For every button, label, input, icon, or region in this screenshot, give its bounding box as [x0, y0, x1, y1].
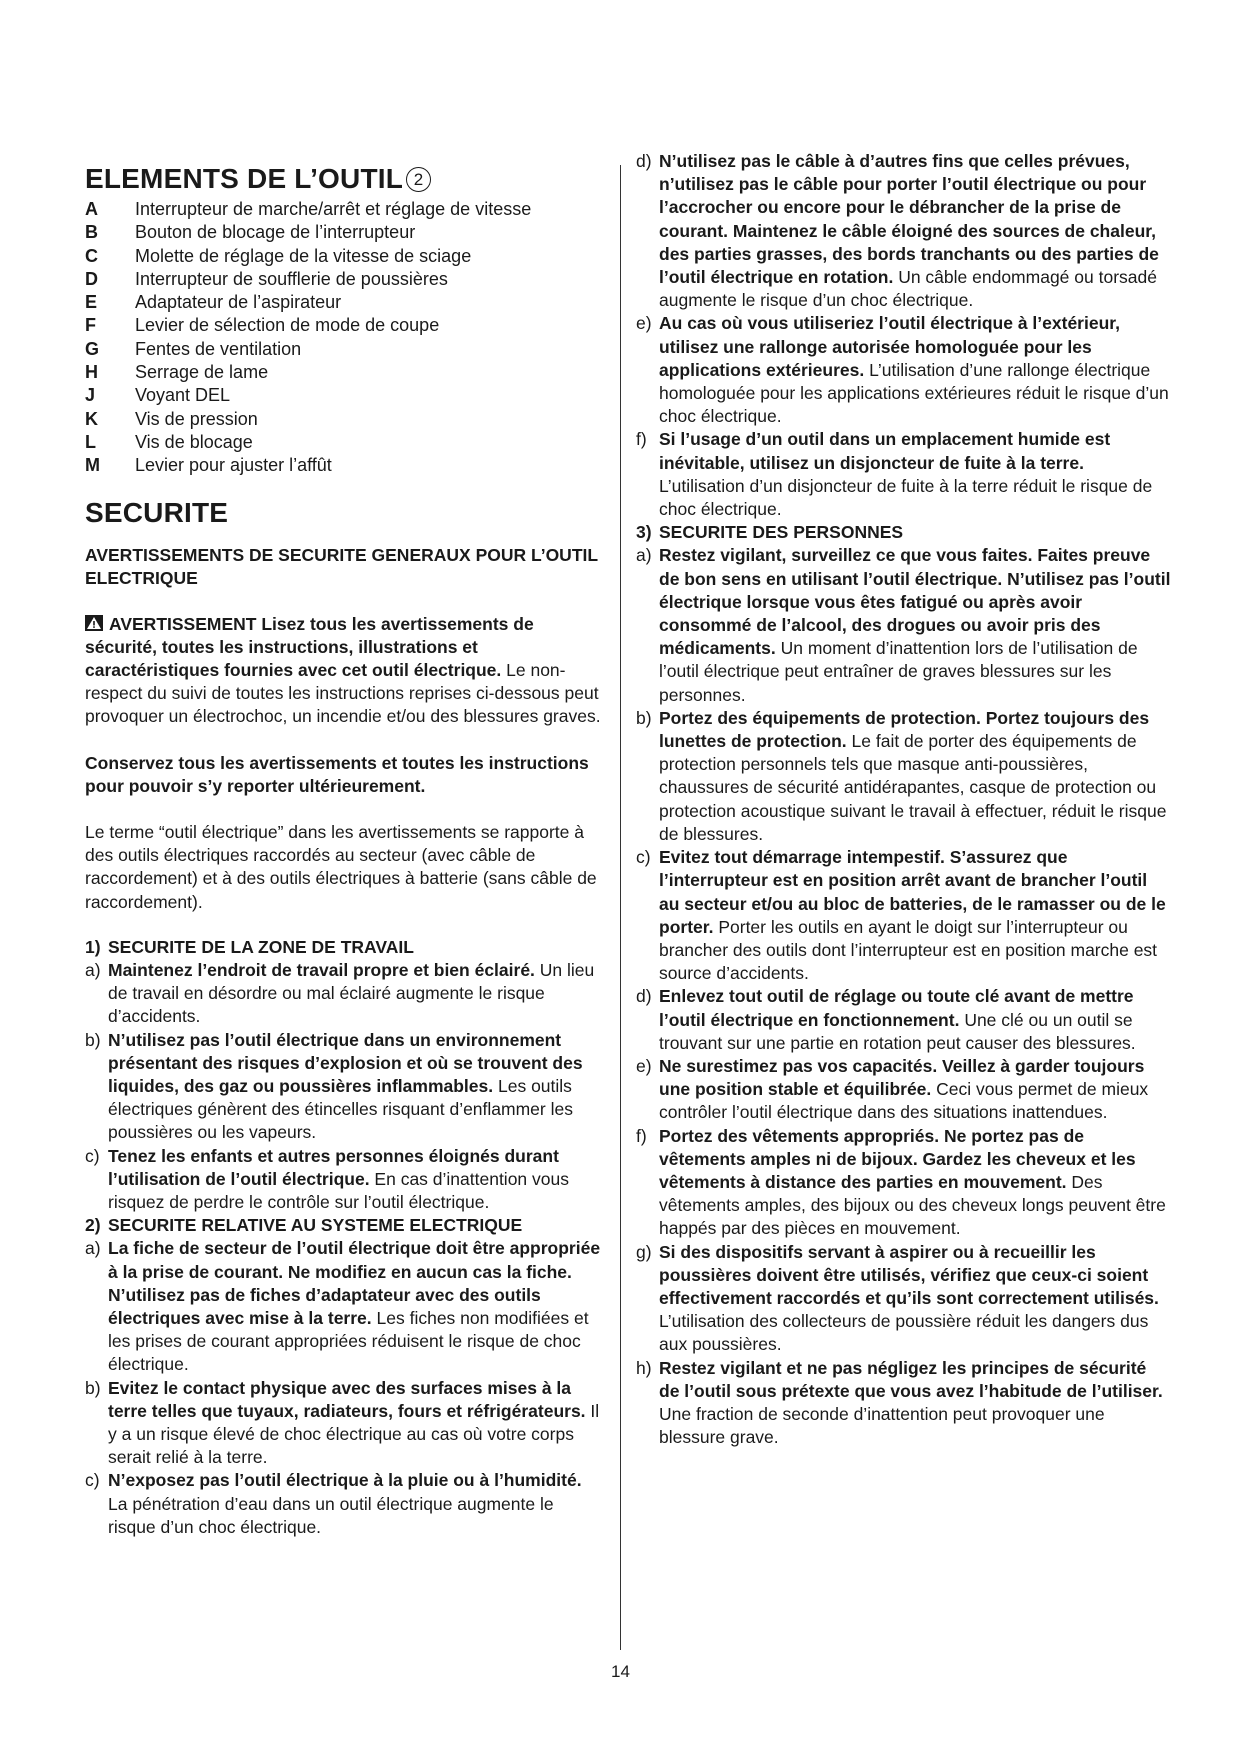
section-title: SECURITE DE LA ZONE DE TRAVAIL	[108, 936, 414, 957]
item-regular-text: Les fiches non modifiées et les prises de courant appropriées réduisent le risque de choc électrique.	[108, 1308, 589, 1375]
page-number: 14	[611, 1662, 630, 1681]
item-text	[108, 1469, 605, 1539]
parts-label: Adaptateur de l’aspirateur	[135, 292, 342, 313]
figure-ref-badge: 2	[406, 167, 431, 192]
parts-legend	[85, 198, 605, 478]
safety-item	[85, 1469, 605, 1539]
item-text	[659, 1357, 1171, 1450]
item-letter: c)	[636, 847, 651, 868]
parts-item	[85, 245, 605, 268]
safety-item	[636, 544, 1171, 706]
parts-item	[85, 384, 605, 407]
parts-key: L	[85, 431, 96, 452]
item-bold-text: La fiche de secteur de l’outil électrique doit être appropriée à la prise de courant. Ne modifiez en aucun cas la fiche. N’utilisez pas de fiches d’adaptateur avec des outils électriques avec mise à la terre.	[108, 1238, 601, 1329]
section-heading	[636, 521, 1171, 544]
item-letter: f)	[636, 1125, 647, 1146]
warning-paragraph: AVERTISSEMENT Lisez tous les avertissements de sécurité, toutes les instructions, illustrations et caractéristiques fournies avec cet outil électrique. Le non-respect du suivi de toutes les instructions reprises ci-dessous peut provoquer un électrochoc, un incendie et/ou des blessures graves.	[85, 613, 601, 727]
item-text	[659, 1125, 1171, 1241]
section-title: SECURITE DES PERSONNES	[659, 522, 904, 543]
section-number: 2)	[85, 1215, 101, 1236]
item-letter: c)	[85, 1470, 100, 1491]
item-regular-text: L’utilisation des collecteurs de poussière réduit les dangers dus aux poussières.	[659, 1311, 1149, 1355]
item-text	[659, 428, 1171, 521]
item-bold-text: Evitez tout démarrage intempestif. S’assurez que l’interrupteur est en position arrêt avant de brancher l’outil au secteur et/ou au bloc de batteries, de le ramasser ou de le porter.	[659, 847, 1166, 937]
parts-key: B	[85, 222, 98, 243]
left-column	[85, 162, 605, 1539]
item-bold-text: Enlevez tout outil de réglage ou toute clé avant de mettre l’outil électrique en fonctionnement.	[659, 986, 1134, 1030]
item-bold-text: Ne surestimez pas vos capacités. Veillez à garder toujours une position stable et équilibrée.	[659, 1055, 1145, 1100]
item-text	[659, 1055, 1171, 1125]
parts-item	[85, 361, 605, 384]
item-text	[659, 312, 1171, 428]
parts-label: Levier pour ajuster l’affût	[135, 455, 332, 476]
section-title: SECURITE RELATIVE AU SYSTEME ELECTRIQUE	[108, 1215, 523, 1236]
item-text	[108, 1145, 605, 1215]
item-regular-text: Porter les outils en ayant le doigt sur l’interrupteur ou brancher des outils dont l’interrupteur est en position marche est source d’accidents.	[659, 916, 1158, 984]
item-text	[108, 1377, 605, 1470]
item-letter: b)	[85, 1029, 101, 1050]
item-letter: h)	[636, 1357, 652, 1378]
parts-label: Bouton de blocage de l’interrupteur	[135, 222, 416, 243]
item-text	[659, 985, 1171, 1055]
parts-item	[85, 314, 605, 337]
safety-item	[636, 1055, 1171, 1125]
item-letter: e)	[636, 313, 652, 334]
item-text	[659, 846, 1171, 985]
parts-key: J	[85, 385, 96, 406]
safety-item	[85, 959, 605, 1029]
parts-key: D	[85, 268, 98, 289]
item-text	[659, 544, 1171, 706]
safety-item	[636, 707, 1171, 846]
item-regular-text: Des vêtements amples, des bijoux ou des cheveux longs peuvent être happés par des pièces en mouvement.	[659, 1171, 1166, 1239]
item-bold-text: Portez des vêtements appropriés. Ne portez pas de vêtements amples ni de bijoux. Gardez les cheveux et les vêtements à distance des parties en mouvement.	[659, 1125, 1136, 1192]
item-regular-text: Le fait de porter des équipements de protection personnels tels que masque anti-poussières, chaussures de sécurité antidérapantes, casque de protection ou protection acoustique suivant le travail à effectuer, réduit le risque de blessures.	[659, 731, 1167, 844]
parts-key: K	[85, 408, 98, 429]
item-regular-text: L’utilisation d’un disjoncteur de fuite à la terre réduit le risque de choc électrique.	[659, 475, 1153, 520]
parts-item	[85, 198, 605, 221]
item-letter: a)	[85, 1238, 101, 1259]
item-bold-text: Si des dispositifs servant à aspirer ou à recueillir les poussières doivent être utilisés, vérifiez que ceux-ci soient effectivement raccordés et qu’ils sont correctement utilisés.	[659, 1241, 1159, 1308]
safety-item	[85, 1029, 605, 1145]
item-bold-text: Si l’usage d’un outil dans un emplacement humide est inévitable, utilisez un disjoncteur de fuite à la terre.	[659, 429, 1111, 473]
item-bold-text: N’exposez pas l’outil électrique à la pluie ou à l’humidité.	[108, 1470, 582, 1491]
item-bold-text: N’utilisez pas l’outil électrique dans un environnement présentant des risques d’explosion et où se trouvent des liquides, des gaz ou poussières inflammables.	[108, 1029, 583, 1097]
right-column	[636, 150, 1171, 1449]
left-sections	[85, 936, 605, 1539]
item-text	[659, 1241, 1171, 1357]
keep-instructions: Conservez tous les avertissements et toutes les instructions pour pouvoir s’y reporter ultérieurement.	[85, 752, 589, 796]
item-letter: b)	[85, 1377, 101, 1398]
item-regular-text: Un câble endommagé ou torsadé augmente le risque d’un choc électrique.	[659, 267, 1157, 311]
safety-item	[636, 312, 1171, 428]
parts-label: Vis de blocage	[135, 431, 253, 452]
parts-item	[85, 291, 605, 314]
parts-key: C	[85, 245, 98, 266]
warning-triangle-icon	[85, 615, 103, 631]
section-number: 1)	[85, 936, 101, 957]
item-regular-text: Un lieu de travail en désordre ou mal éclairé augmente le risque d’accidents.	[108, 960, 595, 1027]
item-letter: a)	[636, 545, 652, 566]
parts-label: Vis de pression	[135, 408, 258, 429]
item-text	[659, 707, 1171, 846]
parts-key: A	[85, 199, 98, 219]
parts-key: E	[85, 292, 98, 313]
item-bold-text: Au cas où vous utiliseriez l’outil électrique à l’extérieur, utilisez une rallonge autorisée homologuée pour les applications extérieures.	[659, 313, 1120, 380]
item-bold-text: Maintenez l’endroit de travail propre et bien éclairé.	[108, 960, 535, 980]
item-regular-text: Les outils électriques génèrent des étincelles risquant d’enflammer les poussières ou les vapeurs.	[108, 1076, 573, 1143]
parts-key: H	[85, 362, 98, 383]
right-sections	[636, 150, 1171, 1449]
item-letter: g)	[636, 1241, 652, 1262]
item-text	[659, 150, 1171, 312]
item-regular-text: Ceci vous permet de mieux contrôler l’outil électrique dans des situations inattendues.	[659, 1079, 1149, 1123]
section-number: 3)	[636, 522, 652, 543]
section-heading	[85, 936, 605, 959]
safety-item	[636, 428, 1171, 521]
item-bold-text: Portez des équipements de protection. Portez toujours des lunettes de protection.	[659, 707, 1150, 752]
item-letter: a)	[85, 960, 101, 980]
column-divider	[620, 165, 621, 1650]
parts-title: ELEMENTS DE L’OUTIL 2	[85, 162, 605, 196]
safety-item	[636, 150, 1171, 312]
item-letter: f)	[636, 429, 647, 450]
item-letter: c)	[85, 1145, 100, 1166]
item-bold-text: Restez vigilant, surveillez ce que vous faites. Faites preuve de bon sens en utilisant l’outil électrique. N’utilisez pas l’outil électrique lorsque vous êtes fatigué ou après avoir consommé de l’alcool, des drogues ou avoir pris des médicaments.	[659, 545, 1171, 659]
parts-label: Interrupteur de soufflerie de poussières	[135, 268, 448, 289]
parts-label: Levier de sélection de mode de coupe	[135, 315, 440, 336]
item-letter: e)	[636, 1055, 652, 1076]
safety-item	[85, 1377, 605, 1470]
item-bold-text: Tenez les enfants et autres personnes éloignés durant l’utilisation de l’outil électrique.	[108, 1145, 559, 1189]
parts-key: G	[85, 338, 100, 359]
item-bold-text: Restez vigilant et ne pas négligez les principes de sécurité de l’outil sous prétexte que vous avez l’habitude de l’utiliser.	[659, 1357, 1163, 1401]
item-regular-text: Il y a un risque élevé de choc électrique au cas où votre corps serait relié à la terre.	[108, 1400, 600, 1468]
item-regular-text: Un moment d’inattention lors de l’utilisation de l’outil électrique peut entraîner de graves blessures sur les personnes.	[659, 638, 1138, 705]
safety-item	[636, 846, 1171, 985]
safety-item	[636, 1241, 1171, 1357]
item-bold-text: Evitez le contact physique avec des surfaces mises à la terre telles que tuyaux, radiateurs, fours et réfrigérateurs.	[108, 1377, 586, 1421]
item-regular-text: En cas d’inattention vous risquez de perdre le contrôle sur l’outil électrique.	[108, 1168, 569, 1213]
parts-label: Voyant DEL	[135, 385, 231, 406]
safety-title: SECURITE	[85, 496, 229, 528]
item-letter: b)	[636, 707, 652, 728]
parts-item	[85, 338, 605, 361]
parts-label: Molette de réglage de la vitesse de sciage	[135, 245, 472, 266]
item-regular-text: L’utilisation d’une rallonge électrique homologuée pour les applications extérieures réduit le risque d’un choc électrique.	[659, 359, 1169, 427]
item-text	[108, 1237, 605, 1376]
term-definition: Le terme “outil électrique” dans les avertissements se rapporte à des outils électriques raccordés au secteur (avec câble de raccordement) et à des outils électriques à batterie (sans câble de raccordement).	[85, 821, 597, 912]
item-bold-text: N’utilisez pas le câble à d’autres fins que celles prévues, n’utilisez pas le câble pour porter l’outil électrique ou pour l’accrocher ou encore pour le débrancher de la prise de courant. Maintenez le câble éloigné des sources de chaleur, des parties grasses, des bords tranchants ou des parties de l’outil électrique en rotation.	[659, 151, 1159, 288]
parts-item	[85, 454, 605, 477]
parts-item	[85, 431, 605, 454]
parts-item	[85, 221, 605, 244]
item-text	[108, 959, 605, 1029]
parts-item	[85, 268, 605, 291]
item-regular-text: Une clé ou un outil se trouvant sur une partie en rotation peut causer des blessures.	[659, 1009, 1136, 1053]
safety-item	[85, 1145, 605, 1215]
item-regular-text: Une fraction de seconde d’inattention peut provoquer une blessure grave.	[659, 1403, 1105, 1448]
safety-item	[636, 1125, 1171, 1241]
safety-item	[636, 985, 1171, 1055]
parts-key: M	[85, 455, 100, 476]
safety-item	[85, 1237, 605, 1376]
parts-key: F	[85, 315, 96, 336]
section-heading	[85, 1214, 605, 1237]
parts-label: Fentes de ventilation	[135, 338, 302, 359]
item-letter: d)	[636, 151, 652, 171]
parts-label: Interrupteur de marche/arrêt et réglage de vitesse	[135, 199, 532, 219]
parts-item	[85, 408, 605, 431]
item-regular-text: La pénétration d’eau dans un outil électrique augmente le risque d’un choc électrique.	[108, 1493, 554, 1537]
safety-subtitle: AVERTISSEMENTS DE SECURITE GENERAUX POUR L’OUTIL ELECTRIQUE	[85, 544, 598, 588]
parts-label: Serrage de lame	[135, 362, 269, 383]
safety-item	[636, 1357, 1171, 1450]
item-letter: d)	[636, 986, 652, 1007]
item-text	[108, 1029, 605, 1145]
